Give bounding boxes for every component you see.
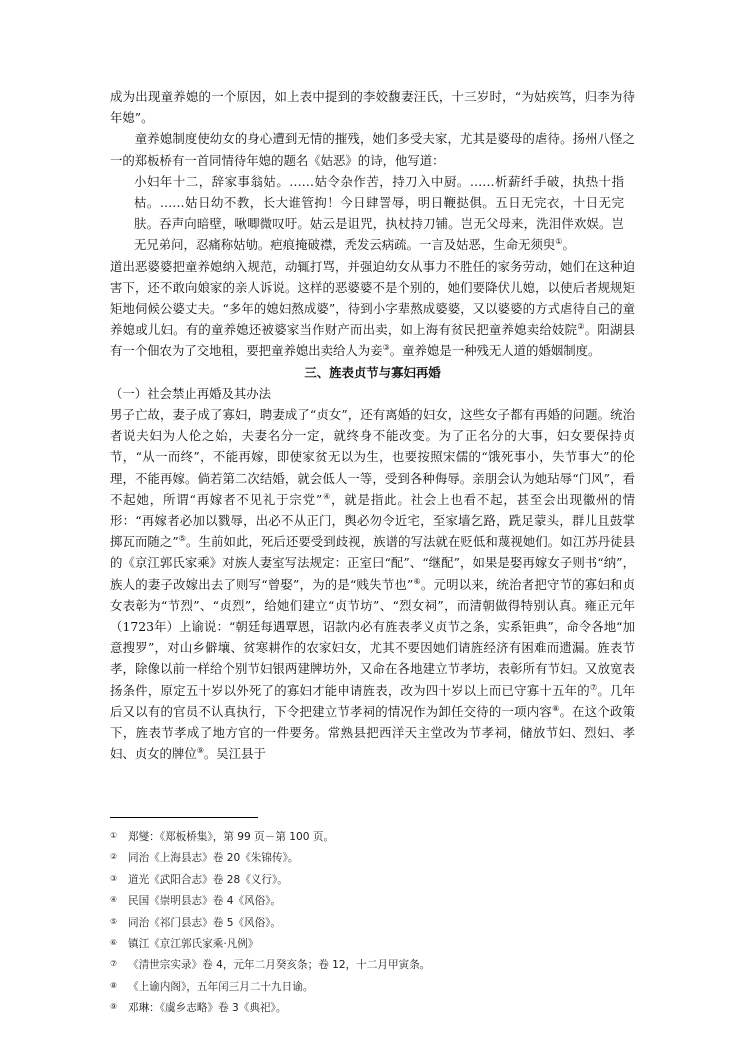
paragraph-4 [110,404,635,764]
footnote-number: ③ [110,873,118,883]
poem-text: 小妇年十二，辞家事翁姑。……姑令杂作苦，持刀入中厨。……析薪纤手破，执热十指枯。……姑日幼不教，长大谁管拘！今日肆詈辱，明日鞭挞俱。五日无完衣，十日无完肤。吞声向暗壁，啾唧微叹吁。姑云是诅咒，执杖持刀铺。岂无父母来，洗泪伴欢娱。岂无兄弟问，忍痛称姑劬。疤痕掩破襟，秃发云病疏。一言及姑恶，生命无须臾 [134,173,624,253]
footnote-number: ④ [110,895,118,905]
footnote-text: 邓琳：《虞乡志略》卷 3《典祀》。 [128,1002,287,1015]
p3-text-c: 。童养媳是一种残无人道的婚姻制度。 [389,343,601,359]
footnote-number: ② [110,852,118,862]
footnote-text: 道光《武阳合志》卷 28《义行》。 [128,873,288,886]
footnote-number: ⑨ [110,1002,118,1012]
footnote-3 [110,869,635,890]
footnote-text: 镇江《京江郭氏家乘·凡例》 [128,938,259,951]
footnote-number: ① [110,831,118,840]
footnote-text: 同治《上海县志》卷 20《朱锦传》。 [128,852,299,865]
footnote-ref-5[interactable]: ⑤ [178,534,187,544]
footnote-ref-3[interactable]: ③ [382,343,390,353]
footnote-4 [110,890,635,911]
footnote-ref-7[interactable]: ⑦ [589,682,598,692]
poem-quote: 小妇年十二，辞家事翁姑。……姑令杂作苦，持刀入中厨。……析薪纤手破，执热十指枯。……姑日幼不教，长大谁管拘！今日肆詈辱，明日鞭挞俱。五日无完衣，十日无完肤。吞声向暗壁，啾唧微叹吁。姑云是诅咒，执杖持刀铺。岂无父母来，洗泪伴欢娱。岂无兄弟问，忍痛称姑劬。疤痕掩破襟，秃发云病疏。一言及姑恶，生命无须臾①。 [134,173,624,253]
p4-text-d: 。元明以来，统治者把守节的寡妇和贞女表彰为“节烈”、“贞烈”，给她们建立“贞节坊”、“烈女祠”，而清朝做得特别认真。雍正元年（1723年）上谕说：“朝廷每遇覃恩，诏款内必有旌表孝义贞节之条，实系钜典”，命令各地“加意搜罗”，对山乡僻壤、贫寒耕作的农家妇女，尤其不要因她们请旌经济有困难而遗漏。旌表节孝，除像以前一样给个别节妇银两建牌坊外，又命在各地建立节孝坊，表彰所有节妇。又放宽表扬条件，原定五十岁以外死了的寡妇才能申请旌表，改为四十岁以上而已守寡十五年的 [110,576,636,698]
p3-text-a: 道出恶婆婆把童养媳纳入规范，动辄打骂，并强迫幼女从事力不胜任的家务劳动，她们在这种迫害下，还不敢向娘家的亲人诉说。这样的恶婆婆不是个别的，她们要降伏儿媳，以使后者规规矩矩地伺候公婆丈夫。“多年的媳妇熬成婆”，待到小字辈熬成婆婆，又以婆婆的方式虐待自己的童养媳或儿妇。有的童养媳还被婆家当作财产而出卖，如上海有贫民把童养媳卖给妓院 [110,258,635,338]
main-text [110,86,635,765]
footnote-8 [110,976,635,997]
footnote-number: ⑤ [110,916,118,926]
footnote-ref-9[interactable]: ⑨ [196,746,204,756]
paragraph-1: 成为出现童养媳的一个原因，如上表中提到的李姣馥妻汪氏，十三岁时，“为姑疾笃，归李为待年媳”。 [110,89,635,126]
footnote-ref-1[interactable]: ① [555,237,563,247]
section-heading: 三、旌表贞节与寡妇再婚 [304,364,441,380]
footnote-ref-4[interactable]: ④ [322,491,332,501]
paragraph-2: 童养媳制度使幼女的身心遭到无情的摧残，她们多受夫家，尤其是婆母的虐待。扬州八怪之一的郑板桥有一首同情待年媳的题名《姑恶》的诗，他写道： [110,131,635,168]
p4-text-c: 。生前如此，死后还要受到歧视，族谱的写法就在贬低和蔑视她们。如江苏丹徒县的《京江郭氏家乘》对族人妻室写法规定：正室曰“配”、“继配”，如果是娶再嫁女子则书“纳”，族人的妻子改嫁出去了则写“曾娶”，为的是“贱失节也” [110,534,635,592]
footnote-number: ⑧ [110,980,118,990]
footnote-ref-2[interactable]: ② [577,322,585,332]
footnote-number: ⑦ [110,959,118,969]
footnote-6 [110,933,635,954]
footnote-text: 《上谕内阁》，五年闰三月二十九日谕。 [128,980,314,993]
p4-text-b: ，就是指此。社会上也看不起，甚至会出现徽州的情形：“再嫁者必加以戮辱，出必不从正门，舆必勿令近宅，至家墙乞路，跣足蒙头，群儿且鼓掌掷瓦而随之” [110,491,636,550]
footnote-text: 《清世宗实录》卷 4，元年二月癸亥条；卷 12，十二月甲寅条。 [128,959,431,972]
footnote-text: 郑燮：《郑板桥集》，第 99 页－第 100 页。 [128,831,335,843]
footnote-text: 民国《崇明县志》卷 4《风俗》。 [128,895,282,908]
p3-text-b: 。阳湖县有一个佃农为了交地租，要把童养媳出卖给人为妾 [110,322,636,359]
footnote-1 [110,826,635,847]
footnote-5 [110,912,635,933]
footnote-divider [110,817,258,818]
footnote-text: 同治《祁门县志》卷 5《风俗》。 [128,916,282,929]
footnote-ref-8[interactable]: ⑧ [552,703,560,713]
footnote-number: ⑥ [110,938,118,948]
footnote-7 [110,954,635,975]
p4-text-e: 。几年后又以有的官员不认真执行，下令把建立节孝祠的情况作为卸任交待的一项内容 [110,682,636,719]
subsection-heading: （一）社会禁止再婚及其办法 [110,385,272,401]
paragraph-3 [110,256,635,362]
p4-text-f: 。在这个政策下，旌表节孝成了地方官的一件要务。常熟县把西洋天主堂改为节孝祠，储放节妇、烈妇、孝妇、贞女的牌位 [110,703,636,762]
footnote-9 [110,997,635,1018]
footnote-ref-6[interactable]: ⑥ [413,576,421,586]
p4-text-g: 。吴江县于 [203,746,266,762]
footnote-2 [110,847,635,868]
p4-text-a: 男子亡故，妻子成了寡妇，聘妻成了“贞女”，还有离婚的妇女，这些女子都有再婚的问题。统治者说夫妇为人伦之始，夫妻名分一定，就终身不能改变。为了正名分的大事，妇女要保持贞节，“从一而终”，不能再嫁，即使家贫无以为生，也要按照宋儒的“饿死事小，失节事大”的伦理，不能再嫁。倘若第二次结婚，就会低人一等，受到各种侮辱。亲朋会认为她玷辱“门风”，看不起她，所谓“再嫁者不见礼于宗党” [110,407,635,507]
footnotes [110,826,635,1019]
